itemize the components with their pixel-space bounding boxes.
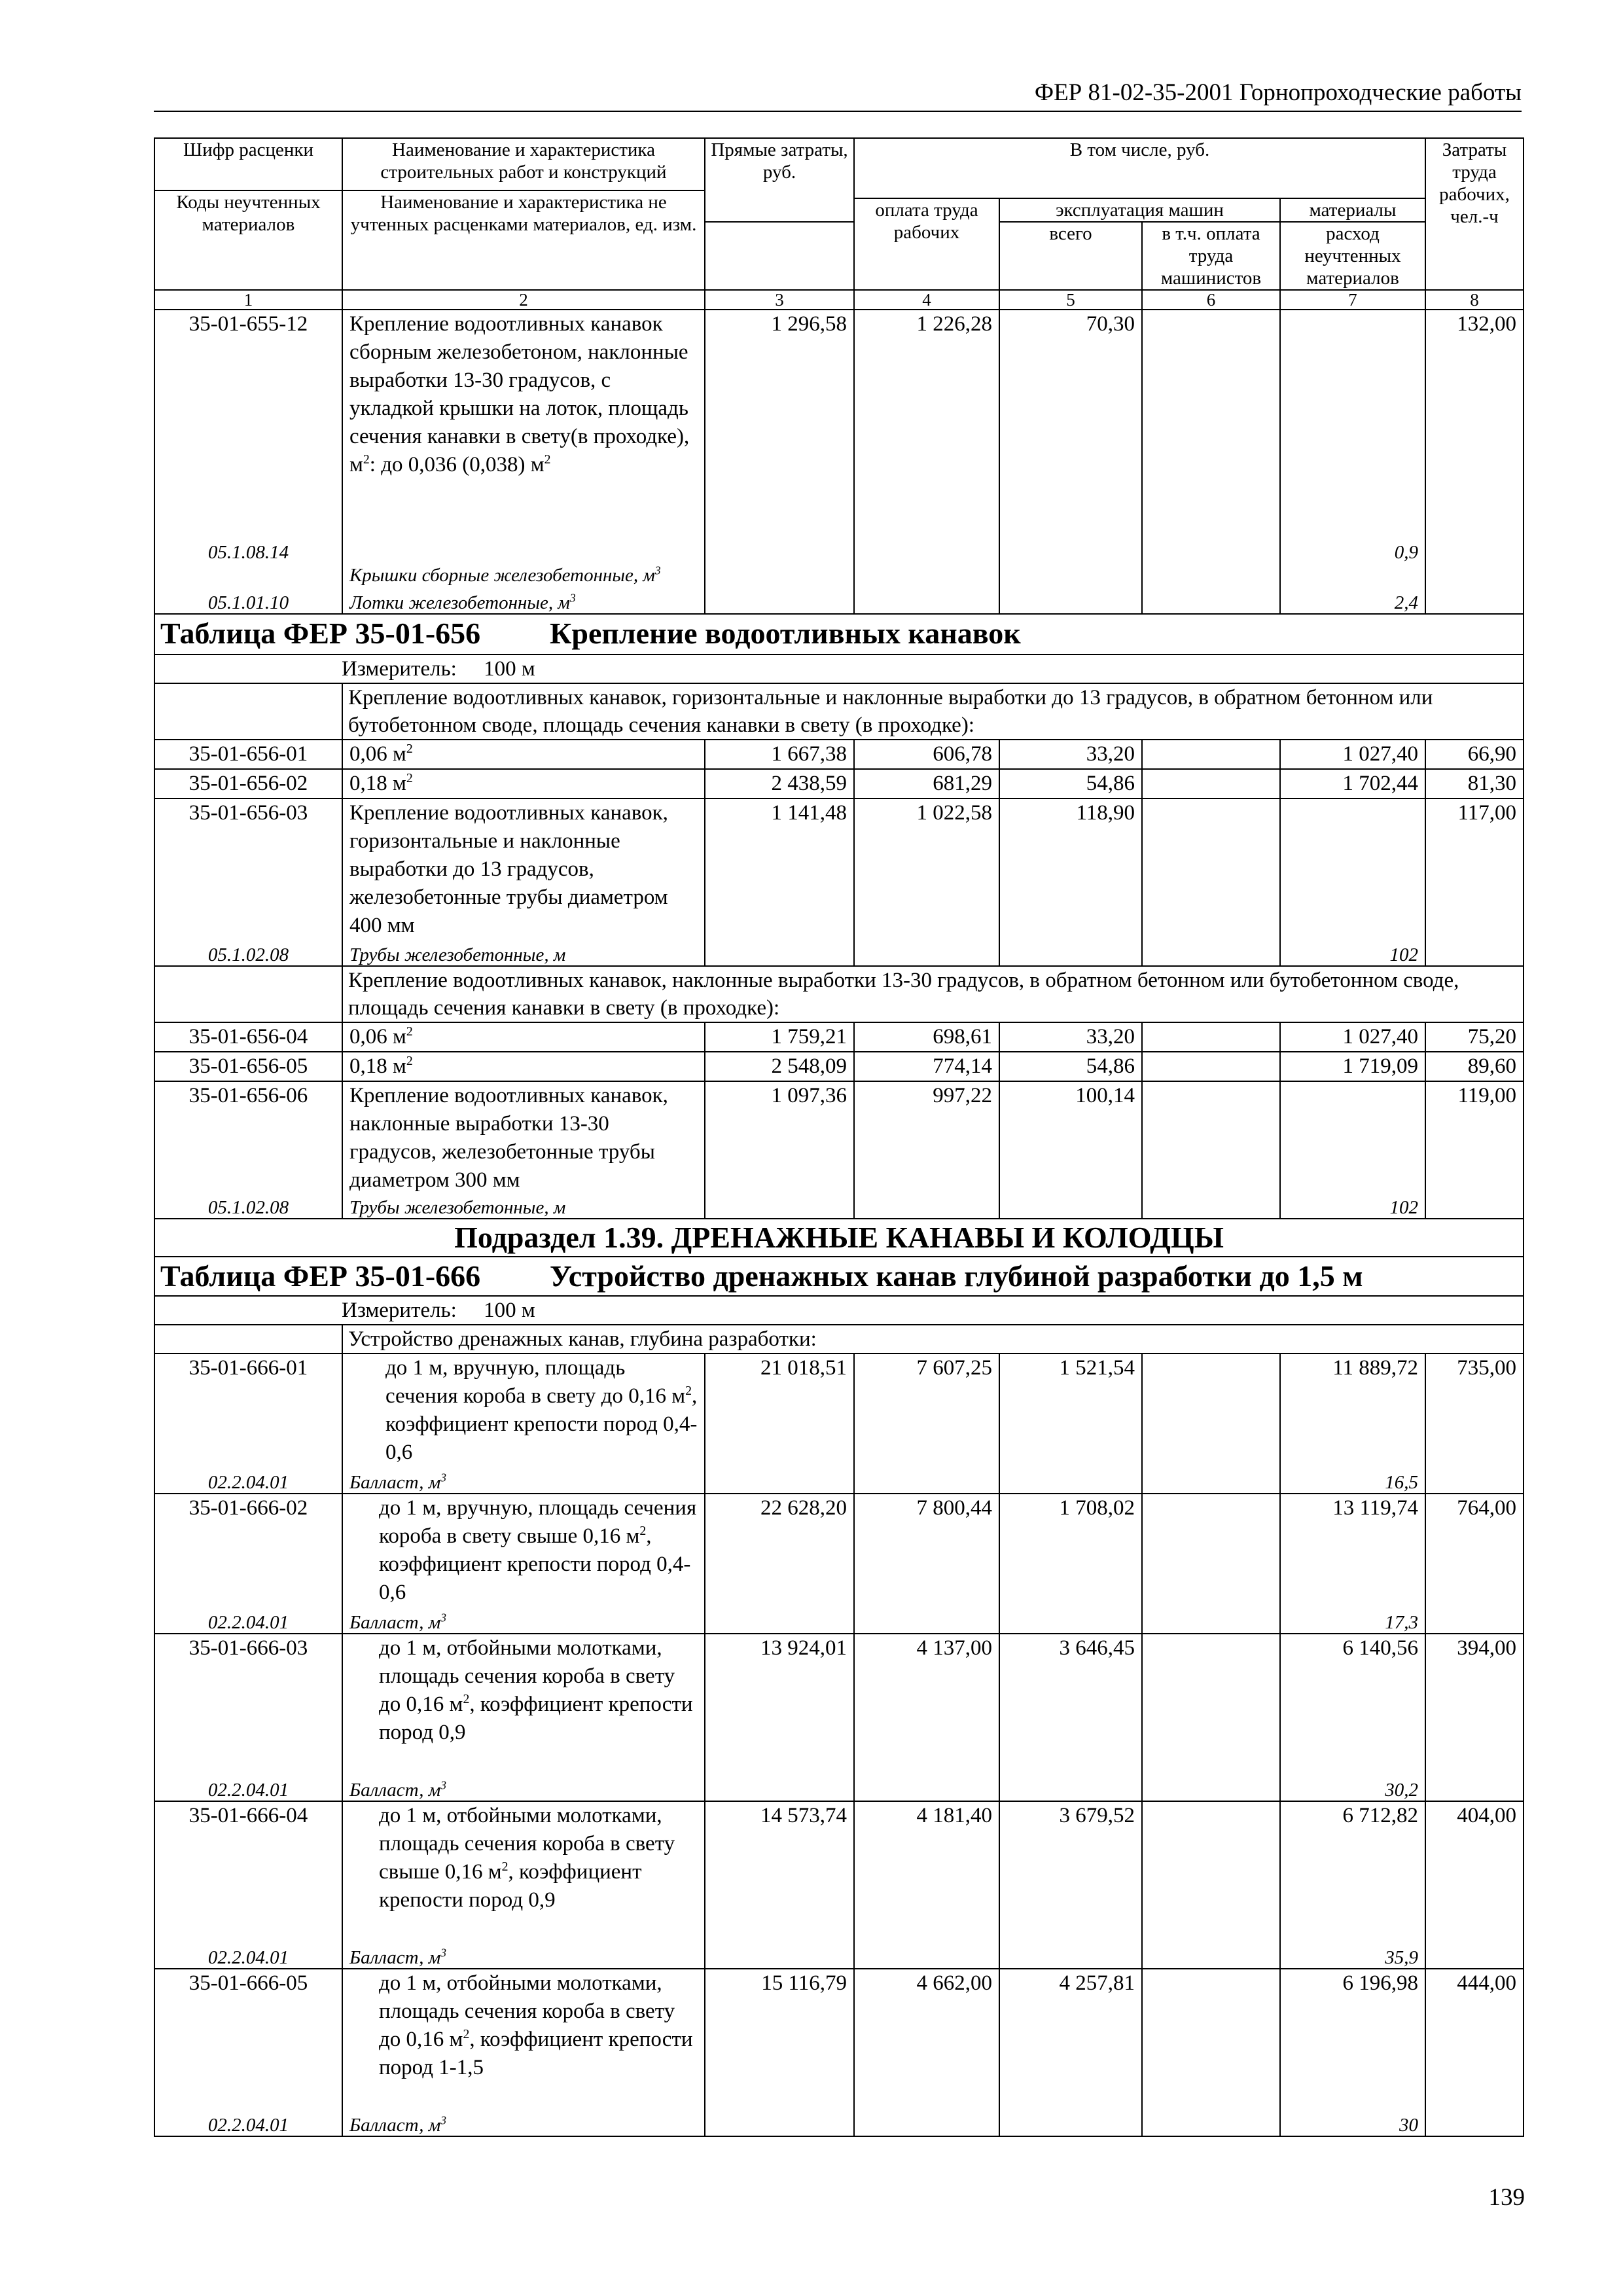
subsection-title: Подраздел 1.39. ДРЕНАЖНЫЕ КАНАВЫ И КОЛОДЦЫ — [154, 1219, 1524, 1257]
table-row — [154, 769, 1524, 798]
rate-name: до 1 м, вручную, площадь сечения короба в свету до 0,16 $м^2$, коэффициент крепости пород 0,4-0,6 — [385, 1356, 698, 1464]
material-qty: 17,3 — [1385, 1612, 1418, 1633]
labor-cost: 66,90 — [1425, 740, 1524, 769]
rate-name: Крепление водоотливных канавок сборным железобетоном, наклонные выработки 13-30 градусов, с укладкой крышки на лоток, площадь сечения канавки в свету(в проходке), $м^2$: до 0,036 (0,038) $м^2$ — [349, 312, 690, 476]
material-name: Лотки железобетонные, $м^3$ — [349, 591, 576, 613]
rate-name: Крепление водоотливных канавок, наклонные выработки 13-30 градусов, железобетонные трубы диаметром 300 мм — [349, 1084, 668, 1192]
wages-cost: 7 800,44 — [854, 1494, 999, 1634]
material-name: Балласт, $м^3$ — [349, 1946, 446, 1968]
col-num-2: 2 — [342, 290, 705, 310]
wages-cost: 4 137,00 — [854, 1634, 999, 1801]
machines-cost: 70,30 — [999, 310, 1142, 614]
material-qty: 30 — [1399, 2115, 1418, 2136]
materials-cost: 1 027,40 — [1280, 740, 1425, 769]
materials-cost: 13 119,74 — [1332, 1496, 1418, 1520]
col-num-4: 4 — [854, 290, 999, 310]
col-labor-header: Затраты труда рабочих, чел.-ч — [1425, 138, 1524, 290]
rate-code: 35-01-666-02 — [188, 1496, 308, 1520]
col-wages-header: оплата труда рабочих — [854, 198, 999, 290]
labor-cost: 119,00 — [1425, 1081, 1524, 1219]
table-666 — [154, 1257, 1524, 2136]
rate-code: 35-01-656-01 — [154, 740, 342, 769]
material-qty: 30,2 — [1385, 1780, 1418, 1801]
table-656 — [154, 614, 1524, 1219]
rate-name: до 1 м, отбойными молотками, площадь сечения короба в свету до 0,16 $м^2$, коэффициент крепости пород 0,9 — [379, 1636, 693, 1744]
materials-cost: 1 702,44 — [1280, 769, 1425, 798]
direct-cost: 2 438,59 — [705, 769, 854, 798]
material-qty: 2,4 — [1394, 592, 1418, 613]
table-row — [154, 1801, 1524, 1969]
material-name: Трубы железобетонные, м — [349, 944, 566, 965]
rate-name: 0,06 $м^2$ — [342, 1022, 705, 1052]
wages-cost: 698,61 — [854, 1022, 999, 1052]
col-num-3: 3 — [705, 290, 854, 310]
col-materials-sub: расход неучтенных материалов — [1280, 222, 1425, 290]
direct-cost: 14 573,74 — [705, 1801, 854, 1969]
material-code: 05.1.08.14 — [207, 542, 289, 563]
wages-cost: 997,22 — [854, 1081, 999, 1219]
table-row — [154, 1052, 1524, 1081]
page-header — [154, 75, 1522, 112]
rate-name: до 1 м, отбойными молотками, площадь сечения короба в свету свыше 0,16 $м^2$, коэффициент крепости пород 0,9 — [379, 1804, 675, 1912]
rate-name: 0,06 $м^2$ — [342, 740, 705, 769]
material-code: 05.1.01.10 — [207, 592, 289, 613]
direct-cost: 2 548,09 — [705, 1052, 854, 1081]
table-title: Таблица ФЕР 35-01-656 Крепление водоотливных канавок — [154, 614, 1524, 655]
table-row — [154, 1081, 1524, 1219]
material-name: Балласт, $м^3$ — [349, 1778, 446, 1801]
rate-name: до 1 м, вручную, площадь сечения короба в свету свыше 0,16 $м^2$, коэффициент крепости пород 0,4-0,6 — [379, 1496, 697, 1604]
table-row — [154, 740, 1524, 769]
material-name: Балласт, $м^3$ — [349, 1471, 446, 1493]
materials-cost: 6 140,56 — [1342, 1636, 1418, 1660]
rate-name: 0,18 $м^2$ — [342, 1052, 705, 1081]
material-code: 05.1.02.08 — [207, 1197, 289, 1218]
rate-code: 35-01-656-02 — [154, 769, 342, 798]
labor-cost: 764,00 — [1425, 1494, 1524, 1634]
material-qty: 102 — [1389, 1197, 1418, 1218]
table-row — [154, 1634, 1524, 1801]
col-materials-header: материалы — [1280, 198, 1425, 222]
direct-cost: 1 667,38 — [705, 740, 854, 769]
machines-cost: 100,14 — [999, 1081, 1142, 1219]
table-row — [154, 1494, 1524, 1634]
machines-cost: 33,20 — [999, 1022, 1142, 1052]
labor-cost: 444,00 — [1425, 1969, 1524, 2136]
document-title: ФЕР 81-02-35-2001 Горнопроходческие работы — [1034, 79, 1522, 106]
materials-cost: 6 196,98 — [1342, 1971, 1418, 1995]
col-machines-total: всего — [999, 222, 1142, 290]
labor-cost: 394,00 — [1425, 1634, 1524, 1801]
direct-cost: 1 097,36 — [705, 1081, 854, 1219]
col-machines-header: эксплуатация машин — [999, 198, 1280, 222]
labor-cost: 735,00 — [1425, 1354, 1524, 1494]
col-num-6: 6 — [1142, 290, 1280, 310]
rate-code: 35-01-655-12 — [188, 312, 308, 336]
labor-cost: 132,00 — [1425, 310, 1524, 614]
rate-name: до 1 м, отбойными молотками, площадь сечения короба в свету до 0,16 $м^2$, коэффициент крепости пород 1-1,5 — [379, 1971, 693, 2079]
col-num-1: 1 — [154, 290, 342, 310]
col-machines-wages: в т.ч. оплата труда машинистов — [1142, 222, 1280, 290]
material-name: Балласт, $м^3$ — [349, 1611, 446, 1633]
group-heading: Крепление водоотливных канавок, наклонные выработки 13-30 градусов, в обратном бетонном или бутобетонном своде, площадь сечения канавки в свету (в проходке): — [342, 966, 1524, 1022]
rate-code: 35-01-656-05 — [154, 1052, 342, 1081]
machines-cost: 54,86 — [999, 769, 1142, 798]
labor-cost: 89,60 — [1425, 1052, 1524, 1081]
materials-cost: 1 027,40 — [1280, 1022, 1425, 1052]
table-title: Таблица ФЕР 35-01-666 Устройство дренажных канав глубиной разработки до 1,5 м — [154, 1257, 1524, 1296]
wages-cost: 1 226,28 — [854, 310, 999, 614]
rate-code: 35-01-666-03 — [188, 1636, 308, 1660]
machines-cost: 54,86 — [999, 1052, 1142, 1081]
labor-cost: 81,30 — [1425, 769, 1524, 798]
direct-cost: 1 296,58 — [705, 310, 854, 614]
material-qty: 35,9 — [1385, 1947, 1418, 1968]
col-direct-blank — [705, 222, 854, 290]
material-qty: 0,9 — [1394, 542, 1418, 563]
price-table — [154, 137, 1524, 2137]
machines-cost: 118,90 — [999, 798, 1142, 966]
direct-cost: 1 141,48 — [705, 798, 854, 966]
material-name: Трубы железобетонные, м — [349, 1197, 566, 1218]
wages-cost: 606,78 — [854, 740, 999, 769]
material-qty: 102 — [1389, 944, 1418, 965]
col-name-sub: Наименование и характеристика не учтенных расценками материалов, ед. изм. — [342, 190, 705, 290]
wages-cost: 4 181,40 — [854, 1801, 999, 1969]
rate-code: 35-01-666-04 — [188, 1804, 308, 1827]
table-row — [154, 310, 1524, 614]
labor-cost: 117,00 — [1425, 798, 1524, 966]
materials-cost: 1 719,09 — [1280, 1052, 1425, 1081]
table-row — [154, 1969, 1524, 2136]
wages-cost: 1 022,58 — [854, 798, 999, 966]
table-row — [154, 798, 1524, 966]
labor-cost: 404,00 — [1425, 1801, 1524, 1969]
col-code-header: Шифр расценки — [154, 138, 342, 190]
direct-cost: 15 116,79 — [705, 1969, 854, 2136]
col-name-header: Наименование и характеристика строительных работ и конструкций — [342, 138, 705, 190]
direct-cost: 13 924,01 — [705, 1634, 854, 1801]
material-code: 02.2.04.01 — [207, 1612, 289, 1633]
measure-unit: Измеритель: 100 м — [154, 1296, 1524, 1325]
materials-cost: 6 712,82 — [1342, 1804, 1418, 1827]
direct-cost: 21 018,51 — [705, 1354, 854, 1494]
machines-cost: 3 646,45 — [999, 1634, 1142, 1801]
measure-unit: Измеритель: 100 м — [154, 655, 1524, 683]
material-name: Балласт, $м^3$ — [349, 2113, 446, 2136]
rate-code: 35-01-656-04 — [154, 1022, 342, 1052]
group-heading: Крепление водоотливных канавок, горизонтальные и наклонные выработки до 13 градусов, в обратном бетонном или бутобетонном своде, площадь сечения канавки в свету (в проходке): — [342, 683, 1524, 740]
rate-name: 0,18 $м^2$ — [342, 769, 705, 798]
machines-cost: 4 257,81 — [999, 1969, 1142, 2136]
page-number: 139 — [1488, 2184, 1525, 2211]
col-incl-header: В том числе, руб. — [854, 138, 1425, 198]
group-heading: Устройство дренажных канав, глубина разработки: — [342, 1325, 1524, 1354]
col-num-5: 5 — [999, 290, 1142, 310]
material-code: 02.2.04.01 — [207, 2115, 289, 2136]
col-code-sub: Коды неучтенных материалов — [154, 190, 342, 290]
direct-cost: 1 759,21 — [705, 1022, 854, 1052]
direct-cost: 22 628,20 — [705, 1494, 854, 1634]
material-code: 05.1.02.08 — [207, 944, 289, 965]
rate-code: 35-01-666-05 — [188, 1971, 308, 1995]
table-row — [154, 1354, 1524, 1494]
col-num-8: 8 — [1425, 290, 1524, 310]
wages-cost: 7 607,25 — [854, 1354, 999, 1494]
machines-cost: 1 708,02 — [999, 1494, 1142, 1634]
col-direct-header: Прямые затраты, руб. — [705, 138, 854, 222]
material-code: 02.2.04.01 — [207, 1947, 289, 1968]
material-qty: 16,5 — [1385, 1472, 1418, 1493]
subsection — [154, 1219, 1524, 1257]
rate-code: 35-01-656-06 — [188, 1084, 308, 1107]
machines-cost: 33,20 — [999, 740, 1142, 769]
labor-cost: 75,20 — [1425, 1022, 1524, 1052]
material-code: 02.2.04.01 — [207, 1472, 289, 1493]
col-num-7: 7 — [1280, 290, 1425, 310]
wages-cost: 4 662,00 — [854, 1969, 999, 2136]
rate-name: Крепление водоотливных канавок, горизонтальные и наклонные выработки до 13 градусов, железобетонные трубы диаметром 400 мм — [349, 801, 668, 937]
rate-code: 35-01-666-01 — [188, 1356, 308, 1380]
wages-cost: 681,29 — [854, 769, 999, 798]
materials-cost: 11 889,72 — [1332, 1356, 1418, 1380]
rate-code: 35-01-656-03 — [188, 801, 308, 825]
material-code: 02.2.04.01 — [207, 1780, 289, 1801]
material-name: Крышки сборные железобетонные, $м^3$ — [349, 564, 661, 586]
table-header — [154, 138, 1524, 310]
machines-cost: 1 521,54 — [999, 1354, 1142, 1494]
table-row — [154, 1022, 1524, 1052]
machines-cost: 3 679,52 — [999, 1801, 1142, 1969]
wages-cost: 774,14 — [854, 1052, 999, 1081]
